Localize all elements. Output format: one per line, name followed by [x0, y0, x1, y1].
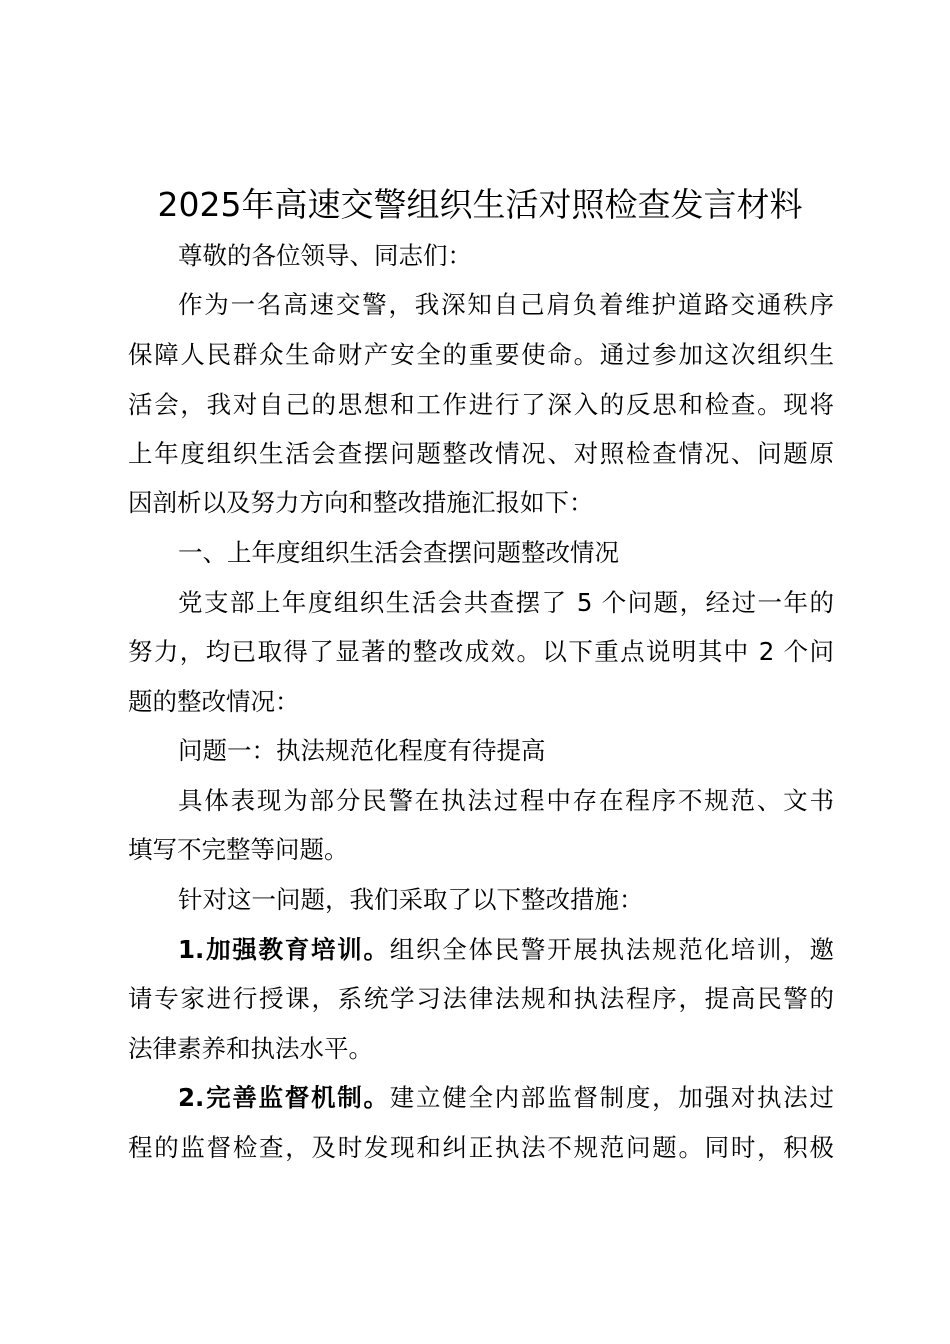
- paragraph-line: 上年度组织生活会查摆问题整改情况、对照检查情况、问题原: [128, 439, 834, 468]
- document-title: 2025年高速交警组织生活对照检查发言材料: [157, 185, 803, 224]
- measure-line: [128, 933, 834, 967]
- measure-text: 组织全体民警开展执法规范化培训，邀: [389, 935, 834, 964]
- measure-title: 1.加强教育培训。: [178, 935, 390, 964]
- section-heading: 一、上年度组织生活会查摆问题整改情况: [178, 538, 619, 567]
- paragraph-line: 因剖析以及努力方向和整改措施汇报如下：: [128, 488, 594, 517]
- paragraph-line: 请专家进行授课，系统学习法律法规和执法程序，提高民警的: [128, 984, 834, 1013]
- issue-heading: 问题一：执法规范化程度有待提高: [178, 736, 546, 765]
- measure-line: [128, 1081, 834, 1115]
- paragraph-line: 程的监督检查，及时发现和纠正执法不规范问题。同时，积极: [128, 1133, 834, 1162]
- paragraph-line: 针对这一问题，我们采取了以下整改措施：: [178, 885, 644, 914]
- measure-text: 建立健全内部监督制度，加强对执法过: [389, 1083, 834, 1112]
- paragraph-line: 法律素养和执法水平。: [128, 1034, 373, 1063]
- paragraph-line: 活会，我对自己的思想和工作进行了深入的反思和检查。现将: [128, 390, 834, 419]
- paragraph-line: 党支部上年度组织生活会共查摆了 5 个问题，经过一年的: [178, 588, 834, 617]
- paragraph-line: 努力，均已取得了显著的整改成效。以下重点说明其中 2 个问: [128, 637, 834, 666]
- measure-title: 2.完善监督机制。: [178, 1083, 390, 1112]
- paragraph-line: 题的整改情况：: [128, 687, 300, 716]
- paragraph-line: 保障人民群众生命财产安全的重要使命。通过参加这次组织生: [128, 340, 834, 369]
- salutation: 尊敬的各位领导、同志们：: [178, 241, 472, 270]
- paragraph-line: 作为一名高速交警，我深知自己肩负着维护道路交通秩序: [178, 290, 834, 319]
- paragraph-line: 填写不完整等问题。: [128, 835, 349, 864]
- paragraph-line: 具体表现为部分民警在执法过程中存在程序不规范、文书: [178, 786, 834, 815]
